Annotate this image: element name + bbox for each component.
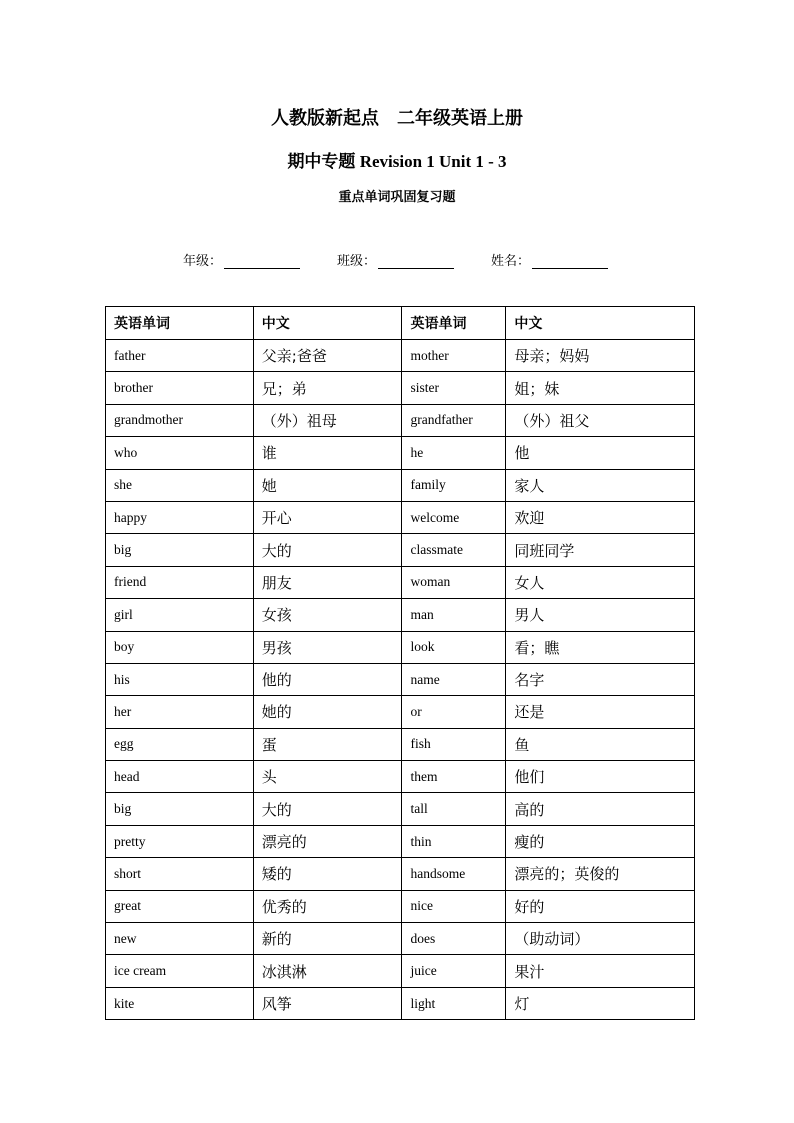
english-word-cell: mother	[402, 340, 506, 372]
english-word-cell: friend	[106, 566, 254, 598]
english-word-cell: or	[402, 696, 506, 728]
chinese-meaning-cell: 她的	[253, 696, 402, 728]
english-word-cell: who	[106, 437, 254, 469]
grade-field[interactable]	[183, 250, 300, 269]
name-label: 姓名：	[491, 254, 531, 269]
header-english-2: 英语单词	[402, 307, 506, 340]
chinese-meaning-cell: （外）祖父	[506, 404, 695, 436]
english-word-cell: ice cream	[106, 955, 254, 987]
english-word-cell: egg	[106, 728, 254, 760]
table-row	[106, 793, 695, 825]
english-word-cell: does	[402, 923, 506, 955]
chinese-meaning-cell: 她	[253, 469, 402, 501]
subtitle-chinese: 期中专题	[287, 152, 356, 172]
class-label: 班级：	[337, 254, 377, 269]
english-word-cell: woman	[402, 566, 506, 598]
english-word-cell: brother	[106, 372, 254, 404]
english-word-cell: father	[106, 340, 254, 372]
chinese-meaning-cell: 男孩	[253, 631, 402, 663]
chinese-meaning-cell: 新的	[253, 923, 402, 955]
chinese-meaning-cell: 姐；妹	[506, 372, 695, 404]
chinese-meaning-cell: 头	[253, 761, 402, 793]
english-word-cell: family	[402, 469, 506, 501]
table-header-row	[106, 307, 695, 340]
table-row	[106, 955, 695, 987]
english-word-cell: look	[402, 631, 506, 663]
english-word-cell: handsome	[402, 858, 506, 890]
class-blank[interactable]	[378, 253, 454, 269]
english-word-cell: nice	[402, 890, 506, 922]
english-word-cell: name	[402, 663, 506, 695]
english-word-cell: head	[106, 761, 254, 793]
document-title: 人教版新起点 二年级英语上册	[271, 108, 523, 129]
table-row	[106, 858, 695, 890]
name-field[interactable]	[491, 250, 608, 269]
vocabulary-table	[105, 306, 695, 1020]
english-word-cell: her	[106, 696, 254, 728]
chinese-meaning-cell: 朋友	[253, 566, 402, 598]
chinese-meaning-cell: 女人	[506, 566, 695, 598]
header-chinese-1: 中文	[253, 307, 402, 340]
chinese-meaning-cell: 高的	[506, 793, 695, 825]
chinese-meaning-cell: 优秀的	[253, 890, 402, 922]
header-english-1: 英语单词	[106, 307, 254, 340]
english-word-cell: boy	[106, 631, 254, 663]
subtitle-english: Revision 1 Unit 1 - 3	[359, 152, 507, 171]
table-row	[106, 728, 695, 760]
english-word-cell: great	[106, 890, 254, 922]
table-row	[106, 599, 695, 631]
chinese-meaning-cell: 兄；弟	[253, 372, 402, 404]
chinese-meaning-cell: 女孩	[253, 599, 402, 631]
english-word-cell: thin	[402, 825, 506, 857]
chinese-meaning-cell: 风筝	[253, 987, 402, 1019]
chinese-meaning-cell: 同班同学	[506, 534, 695, 566]
chinese-meaning-cell: 名字	[506, 663, 695, 695]
english-word-cell: she	[106, 469, 254, 501]
chinese-meaning-cell: 蛋	[253, 728, 402, 760]
chinese-meaning-cell: 好的	[506, 890, 695, 922]
chinese-meaning-cell: 开心	[253, 501, 402, 533]
table-row	[106, 340, 695, 372]
english-word-cell: kite	[106, 987, 254, 1019]
table-row	[106, 696, 695, 728]
document-subtitle	[0, 147, 794, 172]
chinese-meaning-cell: 鱼	[506, 728, 695, 760]
section-title: 重点单词巩固复习题	[338, 190, 456, 205]
chinese-meaning-cell: 果汁	[506, 955, 695, 987]
chinese-meaning-cell: 父亲;爸爸	[253, 340, 402, 372]
chinese-meaning-cell: 谁	[253, 437, 402, 469]
table-row	[106, 631, 695, 663]
header-chinese-2: 中文	[506, 307, 695, 340]
table-row	[106, 890, 695, 922]
name-blank[interactable]	[532, 253, 608, 269]
english-word-cell: grandfather	[402, 404, 506, 436]
chinese-meaning-cell: 漂亮的；英俊的	[506, 858, 695, 890]
english-word-cell: girl	[106, 599, 254, 631]
grade-label: 年级：	[183, 254, 223, 269]
english-word-cell: he	[402, 437, 506, 469]
chinese-meaning-cell: 看；瞧	[506, 631, 695, 663]
chinese-meaning-cell: 瘦的	[506, 825, 695, 857]
chinese-meaning-cell: 男人	[506, 599, 695, 631]
table-row	[106, 987, 695, 1019]
english-word-cell: his	[106, 663, 254, 695]
english-word-cell: tall	[402, 793, 506, 825]
chinese-meaning-cell: 他们	[506, 761, 695, 793]
table-row	[106, 469, 695, 501]
chinese-meaning-cell: 家人	[506, 469, 695, 501]
english-word-cell: man	[402, 599, 506, 631]
english-word-cell: grandmother	[106, 404, 254, 436]
table-row	[106, 372, 695, 404]
chinese-meaning-cell: （外）祖母	[253, 404, 402, 436]
grade-blank[interactable]	[224, 253, 300, 269]
english-word-cell: juice	[402, 955, 506, 987]
english-word-cell: welcome	[402, 501, 506, 533]
chinese-meaning-cell: 漂亮的	[253, 825, 402, 857]
chinese-meaning-cell: 冰淇淋	[253, 955, 402, 987]
table-row	[106, 663, 695, 695]
chinese-meaning-cell: 大的	[253, 534, 402, 566]
chinese-meaning-cell: 灯	[506, 987, 695, 1019]
chinese-meaning-cell: 欢迎	[506, 501, 695, 533]
class-field[interactable]	[337, 250, 454, 269]
english-word-cell: pretty	[106, 825, 254, 857]
chinese-meaning-cell: 矮的	[253, 858, 402, 890]
table-row	[106, 825, 695, 857]
chinese-meaning-cell: （助动词）	[506, 923, 695, 955]
english-word-cell: big	[106, 534, 254, 566]
english-word-cell: big	[106, 793, 254, 825]
table-row	[106, 923, 695, 955]
english-word-cell: light	[402, 987, 506, 1019]
chinese-meaning-cell: 他	[506, 437, 695, 469]
english-word-cell: happy	[106, 501, 254, 533]
english-word-cell: them	[402, 761, 506, 793]
chinese-meaning-cell: 还是	[506, 696, 695, 728]
chinese-meaning-cell: 母亲；妈妈	[506, 340, 695, 372]
table-row	[106, 437, 695, 469]
english-word-cell: short	[106, 858, 254, 890]
table-row	[106, 404, 695, 436]
english-word-cell: classmate	[402, 534, 506, 566]
chinese-meaning-cell: 他的	[253, 663, 402, 695]
english-word-cell: new	[106, 923, 254, 955]
table-row	[106, 566, 695, 598]
table-row	[106, 761, 695, 793]
table-row	[106, 501, 695, 533]
chinese-meaning-cell: 大的	[253, 793, 402, 825]
english-word-cell: sister	[402, 372, 506, 404]
table-row	[106, 534, 695, 566]
english-word-cell: fish	[402, 728, 506, 760]
